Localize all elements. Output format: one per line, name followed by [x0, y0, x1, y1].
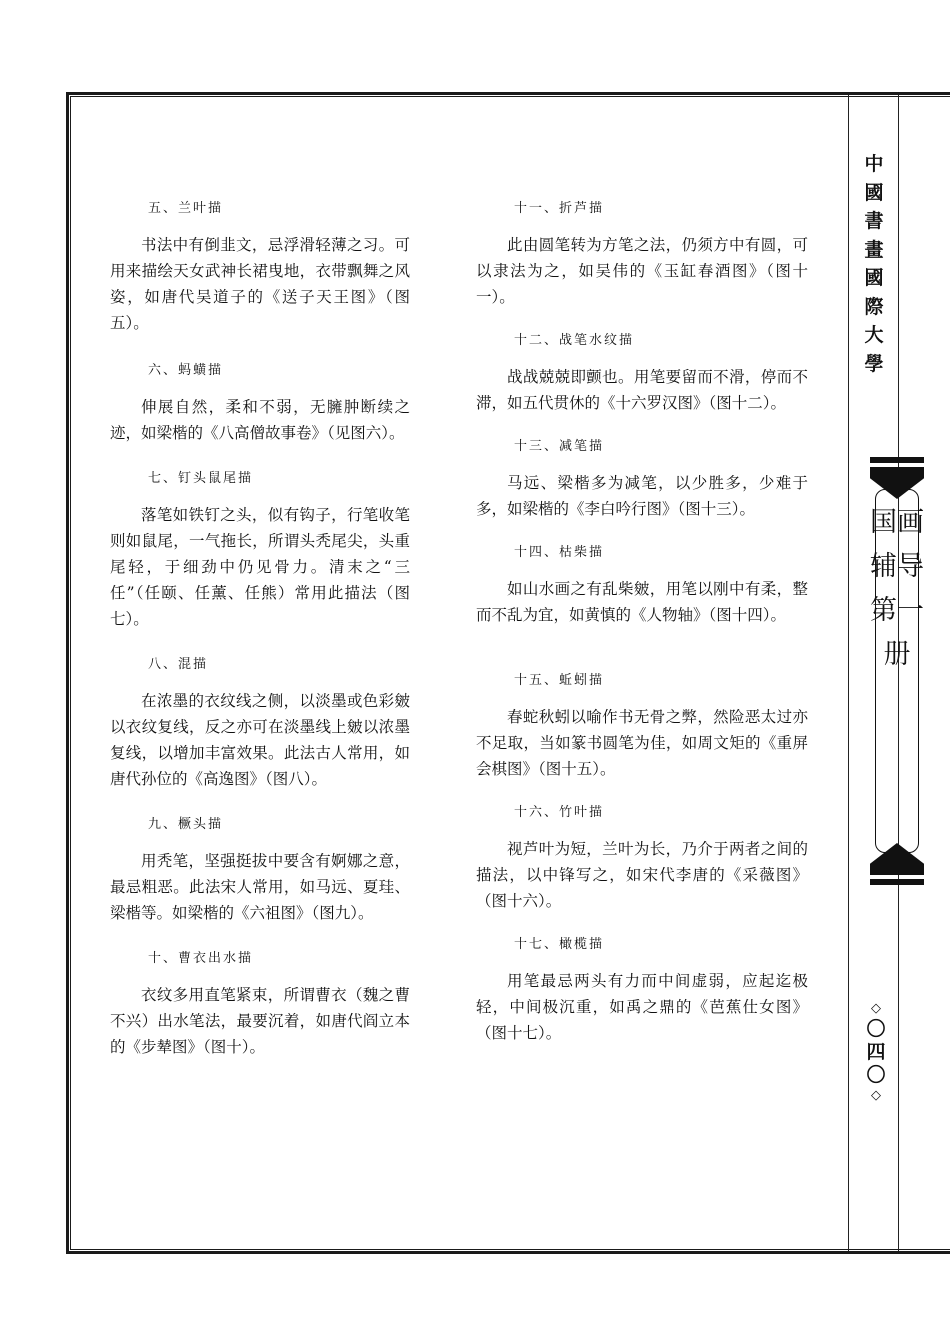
book-title-box [870, 457, 924, 885]
section-body: 书法中有倒韭文，忌浮滑轻薄之习。可用来描绘天女武神长裙曳地，衣带飘舞之风姿，如唐代吴道子的《送子天王图》（图五）。 [110, 236, 410, 332]
section-heading: 六、蚂蟥描 [148, 363, 224, 378]
section [476, 200, 808, 310]
section-body: 视芦叶为短，兰叶为长，乃介于两者之间的描法，以中锋写之，如宋代李唐的《采薇图》（图十六）。 [476, 840, 808, 910]
margin-rule-left [848, 95, 849, 1251]
section [476, 544, 808, 628]
section-heading: 十四、枯柴描 [514, 545, 605, 560]
section-heading: 十五、蚯蚓描 [514, 673, 605, 688]
section-heading: 五、兰叶描 [148, 201, 224, 216]
section-heading: 十七、橄榄描 [514, 937, 605, 952]
section [110, 816, 410, 926]
section-heading: 十一、折芦描 [514, 201, 605, 216]
section-heading: 七、钉头鼠尾描 [148, 471, 254, 486]
left-column [110, 200, 410, 1082]
section-body: 用笔最忌两头有力而中间虚弱，应起迄极轻，中间极沉重，如禹之鼎的《芭蕉仕女图》（图十七）。 [476, 972, 808, 1042]
section [476, 804, 808, 914]
section-heading: 八、混描 [148, 657, 209, 672]
diamond-icon: ◇ [871, 1001, 881, 1016]
section-heading: 十二、战笔水纹描 [514, 333, 635, 348]
section-body: 马远、梁楷多为减笔，以少胜多，少难于多，如梁楷的《李白吟行图》（图十三）。 [476, 474, 808, 518]
section-body: 战战兢兢即颤也。用笔要留而不滑，停而不滞，如五代贯休的《十六罗汉图》（图十二）。 [476, 368, 808, 412]
book-title-bar-top [870, 457, 924, 463]
right-column [476, 200, 808, 1068]
section [476, 672, 808, 782]
section [476, 438, 808, 522]
section [476, 936, 808, 1046]
diamond-icon: ◇ [871, 1088, 881, 1103]
page-number: 〇四〇 [866, 1018, 886, 1086]
section-heading: 十六、竹叶描 [514, 805, 605, 820]
section [110, 656, 410, 792]
section-heading: 十三、减笔描 [514, 439, 605, 454]
section-body: 春蛇秋蚓以喻作书无骨之弊，然险恶太过亦不足取，当如篆书圆笔为佳，如周文矩的《重屏会棋图》（图十五）。 [476, 708, 808, 778]
section [110, 362, 410, 446]
section-body: 在浓墨的衣纹线之侧，以淡墨或色彩皴以衣纹复线，反之亦可在淡墨线上皴以浓墨复线，以增加丰富效果。此法古人常用，如唐代孙位的《高逸图》（图八）。 [110, 692, 410, 788]
section-body: 此由圆笔转为方笔之法，仍须方中有圆，可以隶法为之，如吴伟的《玉缸春酒图》（图十一）。 [476, 236, 808, 306]
section-body: 落笔如铁钉之头，似有钩子，行笔收笔则如鼠尾，一气拖长，所谓头秃尾尖，头重尾轻，于细劲中仍见骨力。清末之“三任”（任颐、任薰、任熊）常用此描法（图七）。 [110, 506, 410, 628]
section-heading: 九、橛头描 [148, 817, 224, 832]
section-body: 用秃笔，坚强挺拔中要含有婀娜之意，最忌粗恶。此法宋人常用，如马远、夏珪、梁楷等。如梁楷的《六祖图》（图九）。 [110, 852, 410, 922]
section-body: 衣纹多用直笔紧束，所谓曹衣（魏之曹不兴）出水笔法，最要沉着，如唐代阎立本的《步辇图》（图十）。 [110, 986, 410, 1056]
section-body: 伸展自然，柔和不弱，无臃肿断续之迹，如梁楷的《八高僧故事卷》（见图六）。 [110, 398, 410, 442]
section-heading: 十、曹衣出水描 [148, 951, 254, 966]
section [110, 950, 410, 1060]
book-title: 国画辅导第一册 [870, 507, 924, 670]
book-title-bar-bottom [870, 879, 924, 885]
section [110, 200, 410, 336]
section [110, 470, 410, 632]
side-title: 中國書畫國際大學 [864, 153, 884, 375]
page-number-block [860, 1000, 892, 1105]
section-body: 如山水画之有乱柴皴，用笔以刚中有柔，整而不乱为宜，如黄慎的《人物轴》（图十四）。 [476, 580, 808, 624]
section [476, 332, 808, 416]
